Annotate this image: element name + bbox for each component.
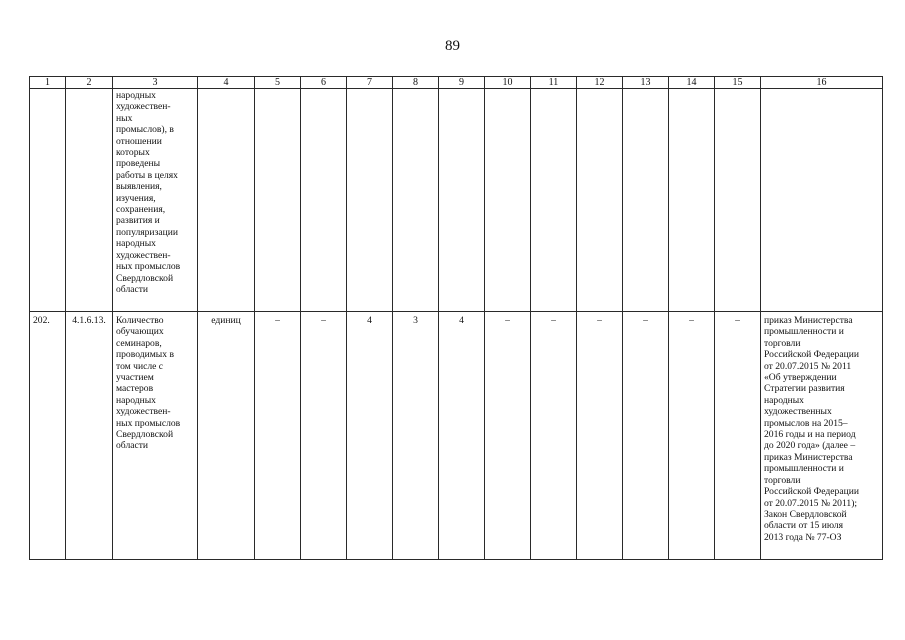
table-cell bbox=[347, 89, 393, 312]
row-number: 202. bbox=[30, 312, 66, 560]
value-cell: – bbox=[301, 312, 347, 560]
column-number: 4 bbox=[198, 77, 255, 89]
value-cell: 4 bbox=[347, 312, 393, 560]
column-number: 12 bbox=[577, 77, 623, 89]
source-document: приказ Министерства промышленности и торговли Российской Федерации от 20.07.2015 № 2011 «Об утверждении Стратегии развития народных художественных промыслов на 2015– 2016 годы и на период до 2020 года» (далее – приказ Министерства промышленности и торговли Российской Федерации от 20.07.2015 № 2011); Закон Свердловской области от 15 июля 2013 года № 77-ОЗ bbox=[761, 312, 883, 560]
table-cell bbox=[577, 89, 623, 312]
value-cell: – bbox=[623, 312, 669, 560]
column-number: 9 bbox=[439, 77, 485, 89]
column-number: 6 bbox=[301, 77, 347, 89]
column-number: 2 bbox=[66, 77, 113, 89]
column-number-row bbox=[30, 77, 883, 89]
table-cell bbox=[301, 89, 347, 312]
column-number: 7 bbox=[347, 77, 393, 89]
column-number: 1 bbox=[30, 77, 66, 89]
page-number: 89 bbox=[445, 38, 460, 54]
column-number: 8 bbox=[393, 77, 439, 89]
indicator-name: Количество обучающих семинаров, проводимых в том числе с участием мастеров народных художествен- ных промыслов Свердловской области bbox=[113, 312, 198, 560]
column-number: 14 bbox=[669, 77, 715, 89]
value-cell: – bbox=[531, 312, 577, 560]
value-cell: – bbox=[577, 312, 623, 560]
value-cell: 4 bbox=[439, 312, 485, 560]
column-number: 13 bbox=[623, 77, 669, 89]
indicators-table bbox=[29, 76, 883, 560]
column-number: 3 bbox=[113, 77, 198, 89]
value-cell: – bbox=[485, 312, 531, 560]
table-cell bbox=[198, 89, 255, 312]
table-cell bbox=[485, 89, 531, 312]
indicator-name-continuation: народных художествен- ных промыслов), в отношении которых проведены работы в целях выявления, изучения, сохранения, развития и популяризации народных художествен- ных промыслов Свердловской области bbox=[113, 89, 198, 312]
column-number: 10 bbox=[485, 77, 531, 89]
table-cell bbox=[715, 89, 761, 312]
table-row-202 bbox=[30, 312, 883, 560]
table-cell bbox=[393, 89, 439, 312]
table-cell bbox=[669, 89, 715, 312]
table-cell bbox=[66, 89, 113, 312]
indicator-code: 4.1.6.13. bbox=[66, 312, 113, 560]
table-cell bbox=[255, 89, 301, 312]
table-cell bbox=[30, 89, 66, 312]
column-number: 15 bbox=[715, 77, 761, 89]
value-cell: – bbox=[715, 312, 761, 560]
value-cell: – bbox=[255, 312, 301, 560]
column-number: 16 bbox=[761, 77, 883, 89]
table-cell bbox=[623, 89, 669, 312]
table-cell bbox=[531, 89, 577, 312]
value-cell: – bbox=[669, 312, 715, 560]
value-cell: 3 bbox=[393, 312, 439, 560]
table-cell bbox=[761, 89, 883, 312]
table-cell bbox=[439, 89, 485, 312]
table-row-continuation bbox=[30, 89, 883, 312]
column-number: 11 bbox=[531, 77, 577, 89]
column-number: 5 bbox=[255, 77, 301, 89]
unit-of-measure: единиц bbox=[198, 312, 255, 560]
